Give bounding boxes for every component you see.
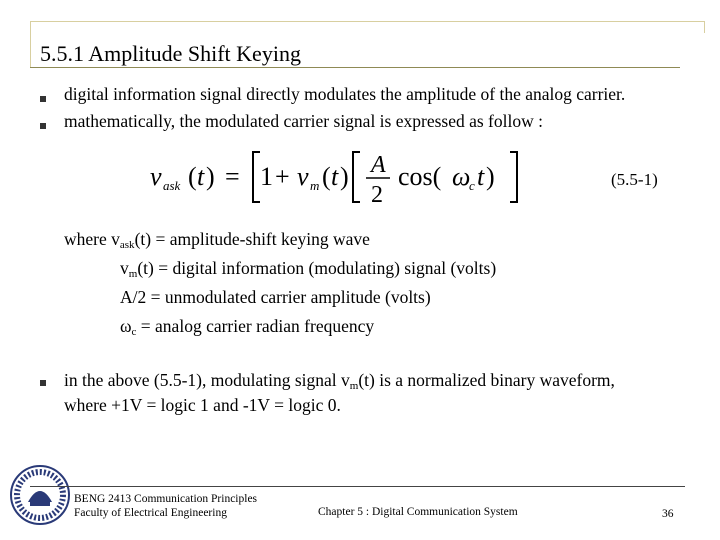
svg-text:1: 1 [260,162,273,191]
definition-list [64,225,496,341]
footer-course-info [74,492,257,520]
slide-title: 5.5.1 Amplitude Shift Keying [40,41,301,66]
def-omega: $\omega_c = analog$ carrier radian frequency [120,316,375,338]
frame-top-line [30,21,705,22]
svg-text:(: ( [322,162,331,191]
svg-text:): ) [340,162,349,191]
page-number: 36 [662,508,674,520]
eq-sub-ask: ask [163,178,181,193]
eq-sub-m: m [310,178,320,193]
svg-text:+: + [275,162,290,191]
svg-text:A: A [371,152,386,178]
bullet-text-1: digital information signal directly modulates the amplitude of the analog carrier. [64,84,626,104]
eq-sub-c: c [469,178,475,193]
def-amplitude: A/2 = unmodulated carrier amplitude (volts) [120,287,431,307]
def-ask: where $v_{ask}(t)$ = amplitude-shift keying wave [64,229,370,251]
bullet-text-2: mathematically, the modulated carrier signal is expressed as follow : [64,111,543,131]
bullet-icon [40,96,46,102]
bullet-icon [40,123,46,129]
svg-text:=: = [225,162,240,191]
svg-text:): ) [486,162,495,191]
svg-text:t: t [477,162,485,191]
frame-left-line [30,21,31,68]
ask-equation [150,142,530,212]
equation-number: (5.5-1) [611,170,658,189]
frame-right-line [704,21,705,33]
svg-text:v: v [150,162,162,191]
svg-text:v: v [297,162,309,191]
svg-text:): ) [206,162,215,191]
title-underline [30,67,680,68]
footer-chapter: Chapter 5 : Digital Communication System [318,506,518,518]
svg-text:t: t [197,162,205,191]
footer-rule [30,486,685,487]
bullet-icon [40,380,46,386]
def-vm: $v_m(t)$ = digital information (modulating) signal (volts) [120,258,497,280]
footer-course: BENG 2413 Communication Principles [74,493,258,505]
footer-faculty: Faculty of Electrical Engineering [74,507,227,519]
university-logo [8,462,72,528]
svg-text:cos(: cos( [398,162,442,191]
svg-text:ω: ω [452,162,471,191]
bullet-text-3: in the above (5.5-1), modulating signal $v_m(t)$ is a normalized binary waveform, where +1V = logic 1 and -1V = logic 0. [64,370,615,415]
svg-text:t: t [331,162,339,191]
svg-text:2: 2 [371,182,383,208]
svg-text:(: ( [188,162,197,191]
